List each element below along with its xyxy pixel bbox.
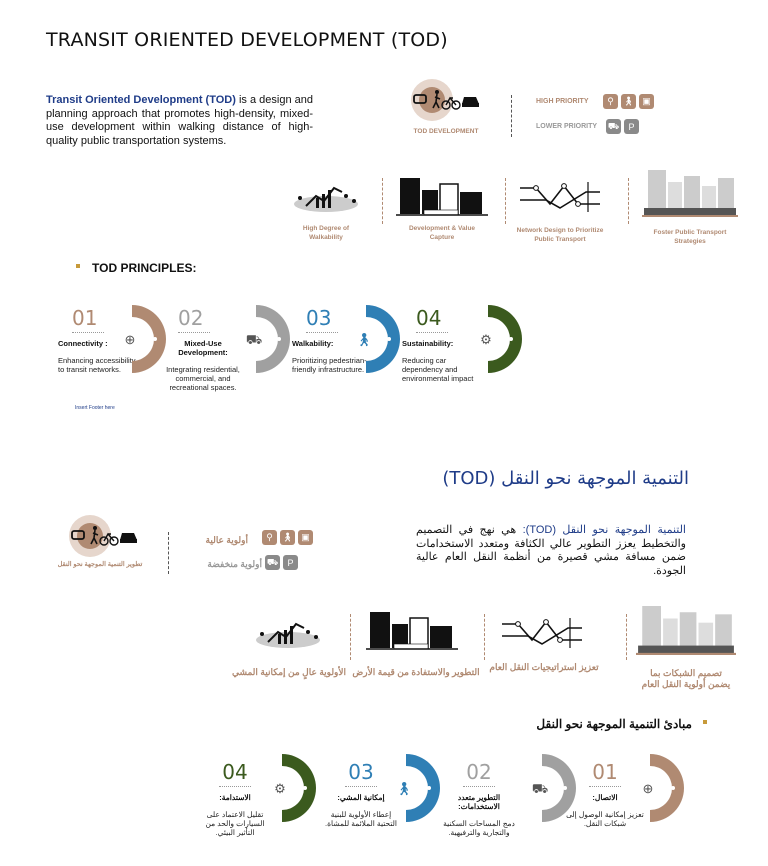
principle-description: إعطاء الأولوية للبنية التحتية الملائمة للمشاة.: [325, 810, 397, 828]
divider: [626, 614, 627, 660]
intro-text: is a design and planning approach that promotes high-density, mixed-use development within walking distance of high-quality public transportation systems.: [46, 94, 313, 147]
buildings-icon: [396, 174, 488, 220]
svg-text:⚙: ⚙: [480, 332, 492, 347]
footer-placeholder: Insert Footer here: [75, 405, 115, 411]
intro-highlight-ar: التنمية الموجهة نحو النقل (TOD):: [522, 524, 686, 536]
bus-icon: ▣: [298, 530, 313, 545]
feature-caption: Development & Value Capture: [408, 225, 476, 241]
principle-title: Walkability:: [292, 339, 334, 348]
connectivity-icon: [125, 332, 136, 347]
lower-priority-icons-ar: [265, 555, 301, 570]
walkability-icon: [396, 781, 413, 796]
parking-icon: P: [624, 119, 639, 134]
dotted-separator: [463, 786, 495, 787]
intro-text-ar: هي نهج في التصميم والتخطيط يعزز التطوير عالي الكثافة ومتعدد الاستخدامات ضمن مسافة مشي قصيرة من أنظمة النقل العام عالية الجودة.: [416, 524, 686, 577]
principle-graphic: [245, 303, 292, 380]
dotted-separator: [306, 332, 338, 333]
network-icon: [516, 178, 604, 216]
principle-number: 04: [416, 306, 442, 330]
feature-caption: High Degree of Walkability: [302, 225, 350, 241]
principle-number: 01: [72, 306, 98, 330]
principle-arc: [395, 752, 442, 824]
lower-priority-label: LOWER PRIORITY: [536, 123, 598, 130]
principle-number: 01: [592, 760, 618, 784]
principles-heading-en: TOD PRINCIPLES:: [92, 261, 197, 275]
principle-graphic: [480, 303, 524, 380]
principle-card: [196, 760, 274, 837]
pedestrian-icon: 🚶︎: [621, 94, 636, 109]
high-priority-icons: [603, 94, 657, 109]
principle-description: Integrating residential, commercial, and recreational spaces.: [166, 365, 240, 392]
principle-card: [440, 760, 518, 837]
high-priority-label-ar: أولوية عالية: [205, 535, 248, 545]
transit-city-icon: [642, 168, 738, 220]
principle-arc: [480, 303, 524, 375]
feature-transport-strategies: [642, 168, 738, 246]
principle-title: الاتصال:: [592, 793, 618, 802]
feature-development: [396, 174, 488, 242]
principle-title: إمكانية المشي:: [337, 793, 385, 802]
lower-priority-label-ar: أولوية منخفضة: [207, 559, 262, 569]
principle-description: تقليل الاعتماد على السيارات والحد من التأثير البيئي.: [205, 810, 265, 837]
connectivity-icon: [643, 781, 654, 796]
tod-modes-icon: [68, 514, 140, 556]
feature-walkability: [286, 176, 366, 242]
car-icon: ⛟: [606, 119, 621, 134]
principle-description: دمج المساحات السكنية والتجارية والترفيهية.: [443, 819, 515, 837]
feature-network: [516, 178, 604, 244]
walkability-icon: [356, 332, 373, 347]
tod-development-caption: TOD DEVELOPMENT: [413, 128, 479, 135]
feature-caption-ar: تعزيز استراتيجيات النقل العام: [489, 662, 599, 672]
principle-description: Enhancing accessibility to transit networks.: [58, 356, 136, 374]
intro-paragraph-en: [46, 94, 313, 148]
high-priority-label: HIGH PRIORITY: [536, 98, 589, 105]
principle-title: Mixed-Use Development:: [178, 339, 228, 357]
svg-text:🚶︎: 🚶︎: [395, 781, 413, 796]
divider: [505, 178, 506, 224]
divider: [350, 614, 351, 660]
intro-paragraph-ar: [416, 524, 686, 578]
buildings-icon: [366, 608, 458, 654]
dotted-separator: [589, 786, 621, 787]
principle-description: تعزيز إمكانية الوصول إلى شبكات النقل.: [566, 810, 644, 828]
bicycle-icon: ⚲: [262, 530, 277, 545]
feature-caption-ar: الأولوية عالٍ من إمكانية المشي: [231, 667, 347, 677]
principle-arc: [124, 303, 168, 375]
divider: [382, 178, 383, 224]
divider: [511, 95, 512, 137]
svg-text:⊕: ⊕: [124, 332, 136, 347]
feature-caption: Foster Public Transport Strategies: [653, 229, 727, 245]
walkability-icon: [248, 612, 328, 656]
svg-text:🚶︎: 🚶︎: [355, 332, 373, 347]
principle-card: [322, 760, 400, 828]
principle-number: 04: [222, 760, 248, 784]
network-icon: [498, 614, 586, 652]
svg-text:⛟: ⛟: [245, 332, 263, 347]
tod-development-caption-ar: تطوير التنمية الموجهة نحو النقل: [57, 561, 143, 568]
lower-priority-icons: [606, 119, 642, 134]
principle-arc: [245, 303, 292, 375]
principle-arc: [531, 752, 578, 824]
feature-transport-strategies-ar: [636, 602, 736, 665]
car-icon: ⛟: [265, 555, 280, 570]
mixed-use-icon: [532, 781, 548, 796]
mixed-use-icon: [246, 332, 262, 347]
principle-number: 03: [306, 306, 332, 330]
principle-graphic: [531, 752, 578, 829]
principle-graphic: [124, 303, 168, 380]
dotted-separator: [345, 786, 377, 787]
page-title-ar: التنمية الموجهة نحو النقل (TOD): [442, 468, 689, 489]
principle-number: 02: [466, 760, 492, 784]
principle-number: 03: [348, 760, 374, 784]
principle-number: 02: [178, 306, 204, 330]
divider: [168, 532, 169, 574]
principle-title: Sustainability:: [402, 339, 454, 348]
pedestrian-icon: 🚶︎: [280, 530, 295, 545]
principle-title: الاستدامة:: [219, 793, 251, 802]
principle-card: [402, 306, 480, 383]
dotted-separator: [416, 332, 448, 333]
walkability-icon: [286, 176, 366, 220]
principle-card: [164, 306, 242, 392]
feature-caption-ar: تصميم الشبكات بما يضمن أولوية النقل العام: [641, 668, 731, 689]
bicycle-icon: ⚲: [603, 94, 618, 109]
principle-arc: [642, 752, 686, 824]
principle-title: التطوير متعدد الاستخدامات:: [457, 793, 501, 811]
svg-text:⊕: ⊕: [642, 781, 654, 796]
feature-development-ar: [366, 608, 458, 659]
principles-heading-ar: مبادئ التنمية الموجهة نحو النقل: [536, 717, 692, 731]
tod-development-graphic: [410, 78, 482, 135]
svg-text:⚙: ⚙: [274, 781, 286, 796]
principle-description: Prioritizing pedestrian-friendly infrastructure.: [292, 356, 367, 374]
bus-icon: ▣: [639, 94, 654, 109]
feature-walkability-ar: [248, 612, 328, 661]
feature-caption: Network Design to Prioritize Public Transport: [516, 227, 604, 243]
page-title-en: TRANSIT ORIENTED DEVELOPMENT (TOD): [46, 29, 448, 51]
principle-graphic: [274, 752, 318, 829]
dotted-separator: [219, 786, 251, 787]
principle-graphic: [642, 752, 686, 829]
tod-development-graphic-ar: [40, 514, 160, 570]
principle-description: Reducing car dependency and environmental impact: [402, 356, 474, 383]
principle-graphic: [395, 752, 442, 829]
principle-graphic: [355, 303, 402, 380]
principle-arc: [274, 752, 318, 824]
bullet: [703, 720, 707, 724]
divider: [484, 614, 485, 660]
svg-text:⛟: ⛟: [531, 781, 549, 796]
divider: [628, 178, 629, 224]
principle-title: Connectivity :: [58, 339, 108, 348]
parking-icon: P: [283, 555, 298, 570]
principle-arc: [355, 303, 402, 375]
tod-modes-icon: [410, 78, 482, 120]
high-priority-icons-ar: [262, 530, 316, 545]
feature-network-ar: [498, 614, 586, 657]
sustainability-icon: [480, 332, 492, 347]
intro-highlight: Transit Oriented Development (TOD): [46, 94, 236, 106]
transit-city-icon: [636, 602, 736, 660]
sustainability-icon: [274, 781, 286, 796]
dotted-separator: [178, 332, 210, 333]
bullet: [76, 264, 80, 268]
feature-caption-ar: التطوير والاستفادة من قيمة الأرض: [352, 667, 480, 677]
dotted-separator: [72, 332, 104, 333]
